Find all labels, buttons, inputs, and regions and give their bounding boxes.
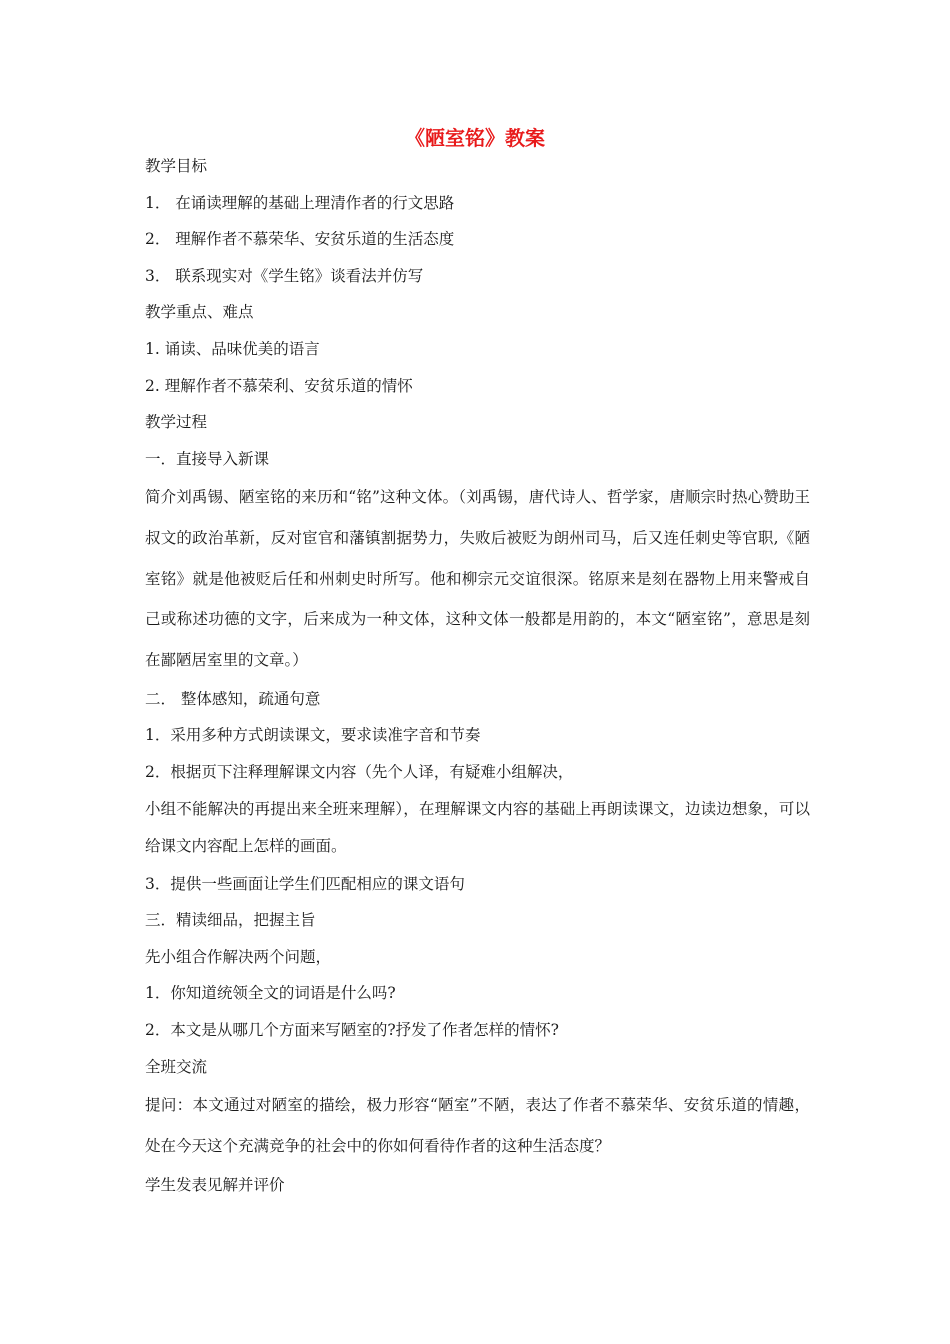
section-heading-process: 教学过程	[145, 413, 208, 432]
key-point-item: 2. 理解作者不慕荣利、安贫乐道的情怀	[145, 376, 413, 395]
step-heading: 三．精读细品，把握主旨	[145, 911, 316, 930]
step-heading: 一．直接导入新课	[145, 449, 270, 468]
objective-item: 3． 联系现实对《学生铭》谈看法并仿写	[145, 266, 424, 285]
step-item: 1．采用多种方式朗读课文，要求读准字音和节奏	[145, 726, 481, 745]
question-item: 1．你知道统领全文的词语是什么吗?	[145, 984, 396, 1003]
key-point-item: 1. 诵读、品味优美的语言	[145, 339, 320, 358]
step-item-continued: 小组不能解决的再提出来全班来理解），在理解课文内容的基础上再朗读课文，边读边想象，可以给课文内容配上怎样的画面。	[145, 799, 810, 856]
step-item: 3．提供一些画面让学生们匹配相应的课文语句	[145, 874, 465, 893]
closing-line: 学生发表见解并评价	[145, 1175, 285, 1194]
objective-item: 1． 在诵读理解的基础上理清作者的行文思路	[145, 193, 455, 212]
class-discussion-label: 全班交流	[145, 1057, 208, 1076]
document-body	[145, 148, 810, 1203]
section-heading-key-points: 教学重点、难点	[145, 303, 254, 322]
step-heading: 二． 整体感知，疏通句意	[145, 689, 321, 708]
question-paragraph: 提问：本文通过对陋室的描绘，极力形容“陋室”不陋，表达了作者不慕荣华、安贫乐道的情趣，处在今天这个充满竞争的社会中的你如何看待作者的这种生活态度？	[145, 1096, 810, 1155]
document-title: 《陋室铭》教案	[405, 126, 545, 150]
section-heading-objectives: 教学目标	[145, 157, 208, 175]
question-item: 2．本文是从哪几个方面来写陋室的?抒发了作者怎样的情怀?	[145, 1021, 559, 1040]
task-intro: 先小组合作解决两个问题，	[145, 947, 332, 966]
intro-paragraph: 简介刘禹锡、陋室铭的来历和“铭”这种文体。（刘禹锡，唐代诗人、哲学家，唐顺宗时热心赞助王叔文的政治革新，反对宦官和藩镇割据势力，失败后被贬为朗州司马，后又连任刺史等官职,《陋室铭》就是他被贬后任和州刺史时所写。他和柳宗元交谊很深。铭原来是刻在器物上用来警戒自己或称述功德的文字，后来成为一种文体，这种文体一般都是用韵的，本文“陋室铭”，意思是刻在鄙陋居室里的文章。）	[145, 488, 810, 670]
objective-item: 2． 理解作者不慕荣华、安贫乐道的生活态度	[145, 230, 455, 249]
step-item: 2．根据页下注释理解课文内容（先个人译，有疑难小组解决，	[145, 763, 574, 782]
